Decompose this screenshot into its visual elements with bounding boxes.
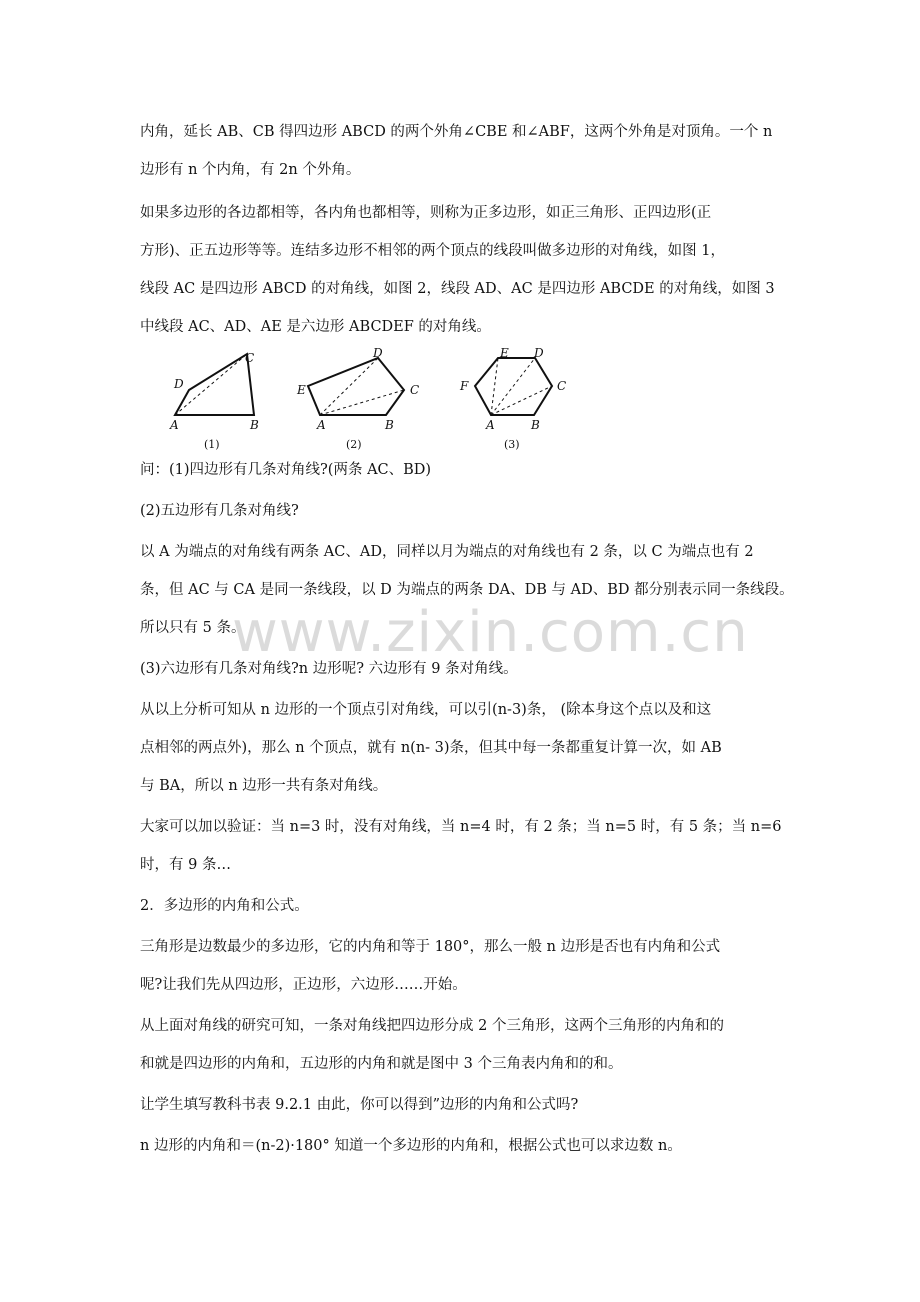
paragraph-line: 从上面对角线的研究可知，一条对角线把四边形分成 2 个三角形，这两个三角形的内角和的 <box>140 1018 724 1034</box>
fig1-label-a: A <box>170 418 179 432</box>
paragraph-line: (3)六边形有几条对角线?n 边形呢? 六边形有 9 条对角线。 <box>140 661 518 677</box>
fig3-label-b: B <box>531 418 540 432</box>
fig3-caption: (3) <box>504 438 520 451</box>
figure-3-hexagon <box>459 346 566 451</box>
paragraph-line: 三角形是边数最少的多边形，它的内角和等于 180°，那么一般 n 边形是否也有内角和公式 <box>140 939 721 955</box>
fig3-label-f: F <box>460 379 469 393</box>
fig3-label-a: A <box>486 418 495 432</box>
paragraph-line: 如果多边形的各边都相等，各内角也都相等，则称为正多边形，如正三角形、正四边形(正 <box>140 205 712 221</box>
fig1-label-b: B <box>250 418 259 432</box>
paragraph-line: 内角，延长 AB、CB 得四边形 ABCD 的两个外角∠CBE 和∠ABF，这两个外角是对顶角。一个 n <box>140 124 773 140</box>
figure-1-quadrilateral <box>169 351 259 451</box>
fig3-label-c: C <box>557 379 567 393</box>
fig3-label-e: E <box>500 346 509 360</box>
fig2-label-a: A <box>317 418 326 432</box>
paragraph-line: 中线段 AC、AD、AE 是六边形 ABCDEF 的对角线。 <box>140 319 491 335</box>
fig2-label-c: C <box>410 383 420 397</box>
paragraph-line: 让学生填写教科书表 9.2.1 由此，你可以得到”边形的内角和公式吗? <box>140 1097 579 1113</box>
fig1-caption: (1) <box>204 438 220 451</box>
paragraph-line: 大家可以加以验证：当 n=3 时，没有对角线，当 n=4 时，有 2 条；当 n=5 时，有 5 条；当 n=6 <box>140 819 782 835</box>
paragraph-line: 与 BA，所以 n 边形一共有条对角线。 <box>140 778 388 794</box>
fig2-label-d: D <box>373 346 383 360</box>
paragraph-line: 线段 AC 是四边形 ABCD 的对角线，如图 2，线段 AD、AC 是四边形 ABCDE 的对角线，如图 3 <box>140 281 775 297</box>
fig3-label-d: D <box>534 346 544 360</box>
fig2-label-e: E <box>297 383 306 397</box>
figures-svg <box>160 346 580 458</box>
paragraph-line: n 边形的内角和＝(n-2)·180° 知道一个多边形的内角和，根据公式也可以求边数 n。 <box>140 1138 682 1154</box>
paragraph-line: 和就是四边形的内角和，五边形的内角和就是图中 3 个三角表内角和的和。 <box>140 1056 623 1072</box>
figure-2-pentagon <box>296 346 419 451</box>
watermark: www.zixin.com.cn <box>232 600 749 665</box>
paragraph-line: 以 A 为端点的对角线有两条 AC、AD，同样以月为端点的对角线也有 2 条，以 C 为端点也有 2 <box>140 544 754 560</box>
fig2-caption: (2) <box>346 438 362 451</box>
paragraph-line: 边形有 n 个内角，有 2n 个外角。 <box>140 162 361 178</box>
fig1-label-d: D <box>174 377 184 391</box>
polygon-diagonal-figures <box>160 346 580 458</box>
paragraph-line: 问：(1)四边形有几条对角线?(两条 AC、BD) <box>140 462 432 478</box>
fig1-label-c: C <box>245 351 255 365</box>
paragraph-line: 时，有 9 条… <box>140 857 231 873</box>
paragraph-line: 点相邻的两点外)，那么 n 个顶点，就有 n(n- 3)条，但其中每一条都重复计算一次，如 AB <box>140 740 722 756</box>
paragraph-line: 方形)、正五边形等等。连结多边形不相邻的两个顶点的线段叫做多边形的对角线，如图 1， <box>140 243 725 259</box>
paragraph-line: 所以只有 5 条。 <box>140 620 246 636</box>
paragraph-line: 从以上分析可知从 n 边形的一个顶点引对角线，可以引(n-3)条， (除本身这个点以及和这 <box>140 702 712 718</box>
paragraph-line: (2)五边形有几条对角线? <box>140 503 299 519</box>
fig2-label-b: B <box>385 418 394 432</box>
section-heading: 2．多边形的内角和公式。 <box>140 898 309 914</box>
paragraph-line: 呢?让我们先从四边形，正边形，六边形……开始。 <box>140 977 467 993</box>
paragraph-line: 条，但 AC 与 CA 是同一条线段，以 D 为端点的两条 DA、DB 与 AD、BD 都分别表示同一条线段。 <box>140 582 794 598</box>
